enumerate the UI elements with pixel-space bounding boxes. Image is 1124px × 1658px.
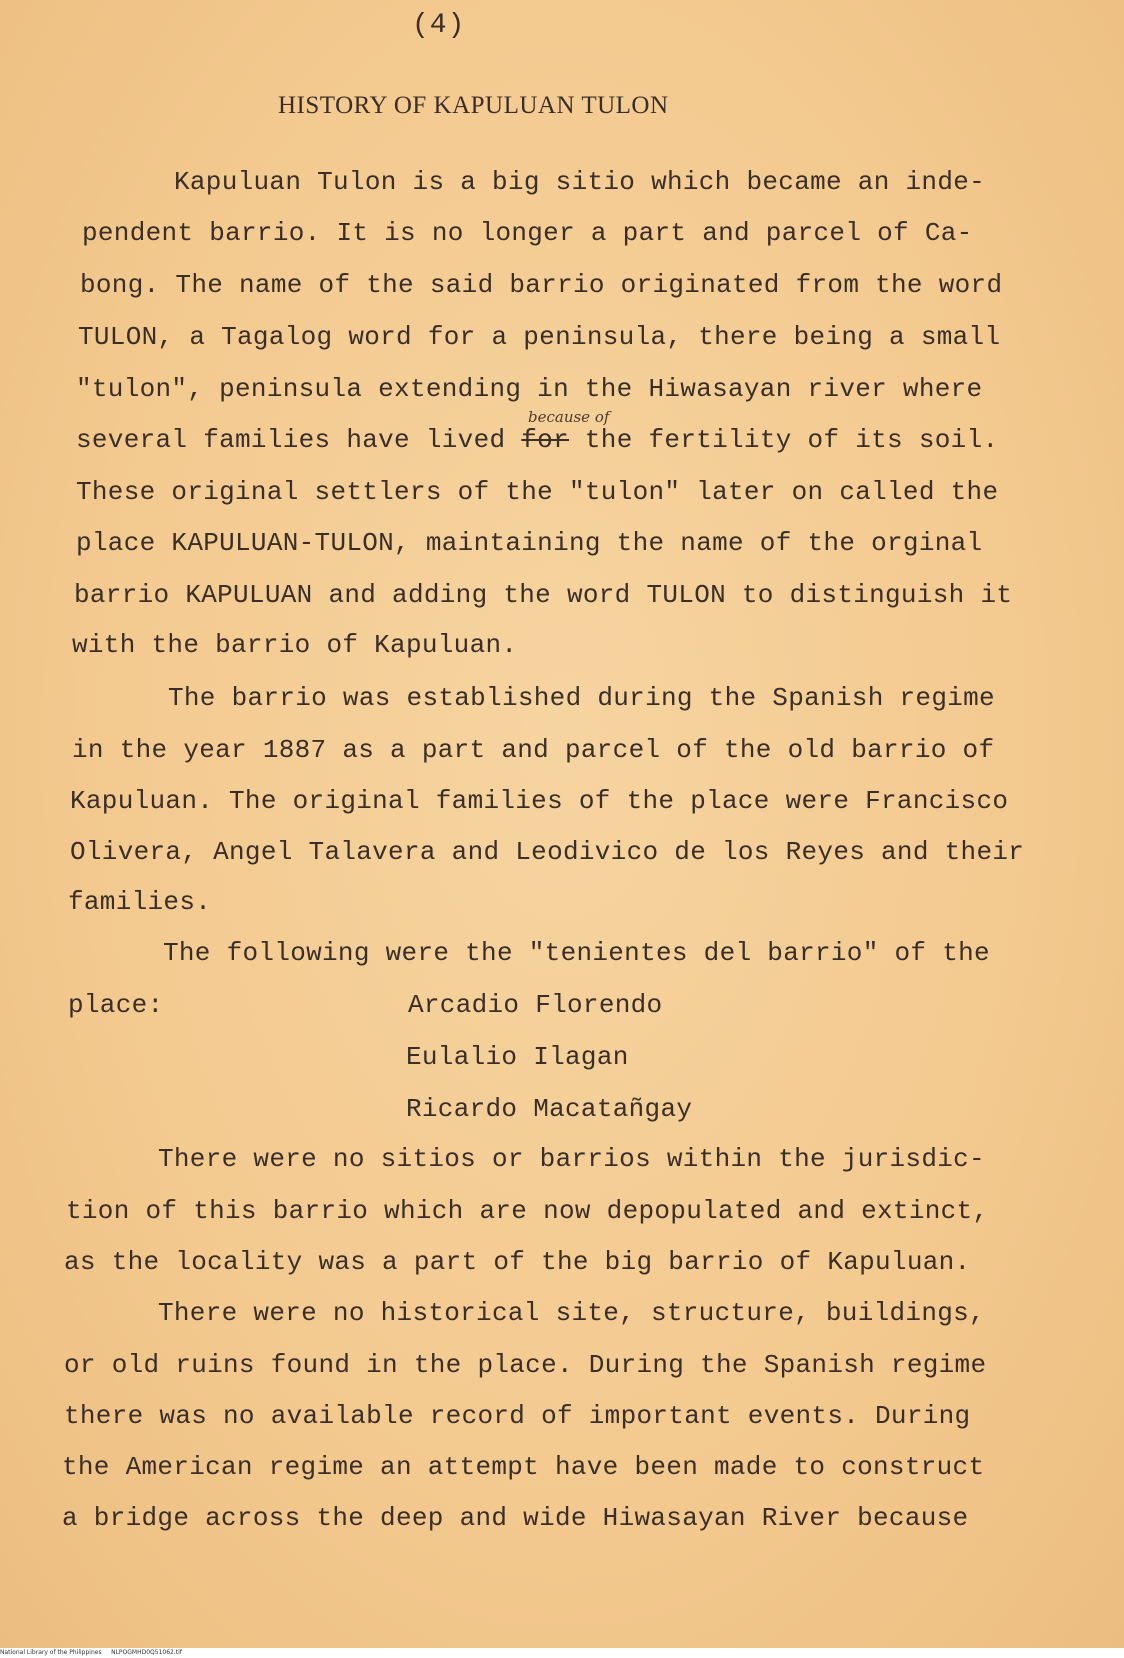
teniente-name: Arcadio Florendo bbox=[408, 990, 663, 1020]
text-line: place KAPULUAN-TULON, maintaining the name of the orginal bbox=[76, 528, 983, 558]
text-line: in the year 1887 as a part and parcel of the old barrio of bbox=[72, 735, 995, 765]
text-line: families. bbox=[68, 887, 212, 917]
text-line: TULON, a Tagalog word for a peninsula, there being a small bbox=[78, 322, 1001, 352]
text-line: tion of this barrio which are now depopulated and extinct, bbox=[66, 1196, 989, 1226]
text-segment: the fertility of its soil. bbox=[569, 425, 999, 455]
text-line: There were no historical site, structure, buildings, bbox=[158, 1298, 985, 1328]
struck-word: for bbox=[521, 425, 569, 455]
text-line: or old ruins found in the place. During the Spanish regime bbox=[64, 1350, 987, 1380]
text-line: the American regime an attempt have been made to construct bbox=[62, 1452, 985, 1482]
handwritten-insert: because of bbox=[528, 408, 610, 426]
text-line: with the barrio of Kapuluan. bbox=[72, 630, 518, 660]
text-line: bong. The name of the said barrio originated from the word bbox=[80, 270, 1003, 300]
text-line: a bridge across the deep and wide Hiwasayan River because bbox=[62, 1503, 969, 1533]
text-line: barrio KAPULUAN and adding the word TULON to distinguish it bbox=[74, 580, 1013, 610]
text-segment: several families have lived bbox=[76, 425, 522, 455]
text-line: Kapuluan. The original families of the place were Francisco bbox=[70, 786, 1009, 816]
teniente-name: Eulalio Ilagan bbox=[406, 1042, 629, 1072]
archive-footer: National Library of the Philippines NLPOGMHD0Q51062.tif bbox=[0, 1648, 1124, 1658]
text-line: These original settlers of the "tulon" later on called the bbox=[76, 477, 999, 507]
text-line: pendent barrio. It is no longer a part and parcel of Ca- bbox=[82, 218, 973, 248]
text-line-with-correction bbox=[76, 425, 998, 455]
teniente-name: Ricardo Macatañgay bbox=[406, 1094, 693, 1124]
text-line: there was no available record of important events. During bbox=[64, 1401, 971, 1431]
text-line: Kapuluan Tulon is a big sitio which became an inde- bbox=[174, 167, 986, 197]
text-line: Olivera, Angel Talavera and Leodivico de los Reyes and their bbox=[70, 837, 1025, 867]
text-line: The barrio was established during the Spanish regime bbox=[168, 683, 995, 713]
page-number: (4) bbox=[412, 10, 466, 41]
place-label: place: bbox=[68, 990, 164, 1020]
document-title: HISTORY OF KAPULUAN TULON bbox=[278, 92, 669, 119]
text-line: There were no sitios or barrios within the jurisdic- bbox=[158, 1144, 985, 1174]
text-line: as the locality was a part of the big barrio of Kapuluan. bbox=[64, 1247, 971, 1277]
text-line: "tulon", peninsula extending in the Hiwasayan river where bbox=[76, 374, 983, 404]
text-line: The following were the "tenientes del barrio" of the bbox=[163, 938, 990, 968]
